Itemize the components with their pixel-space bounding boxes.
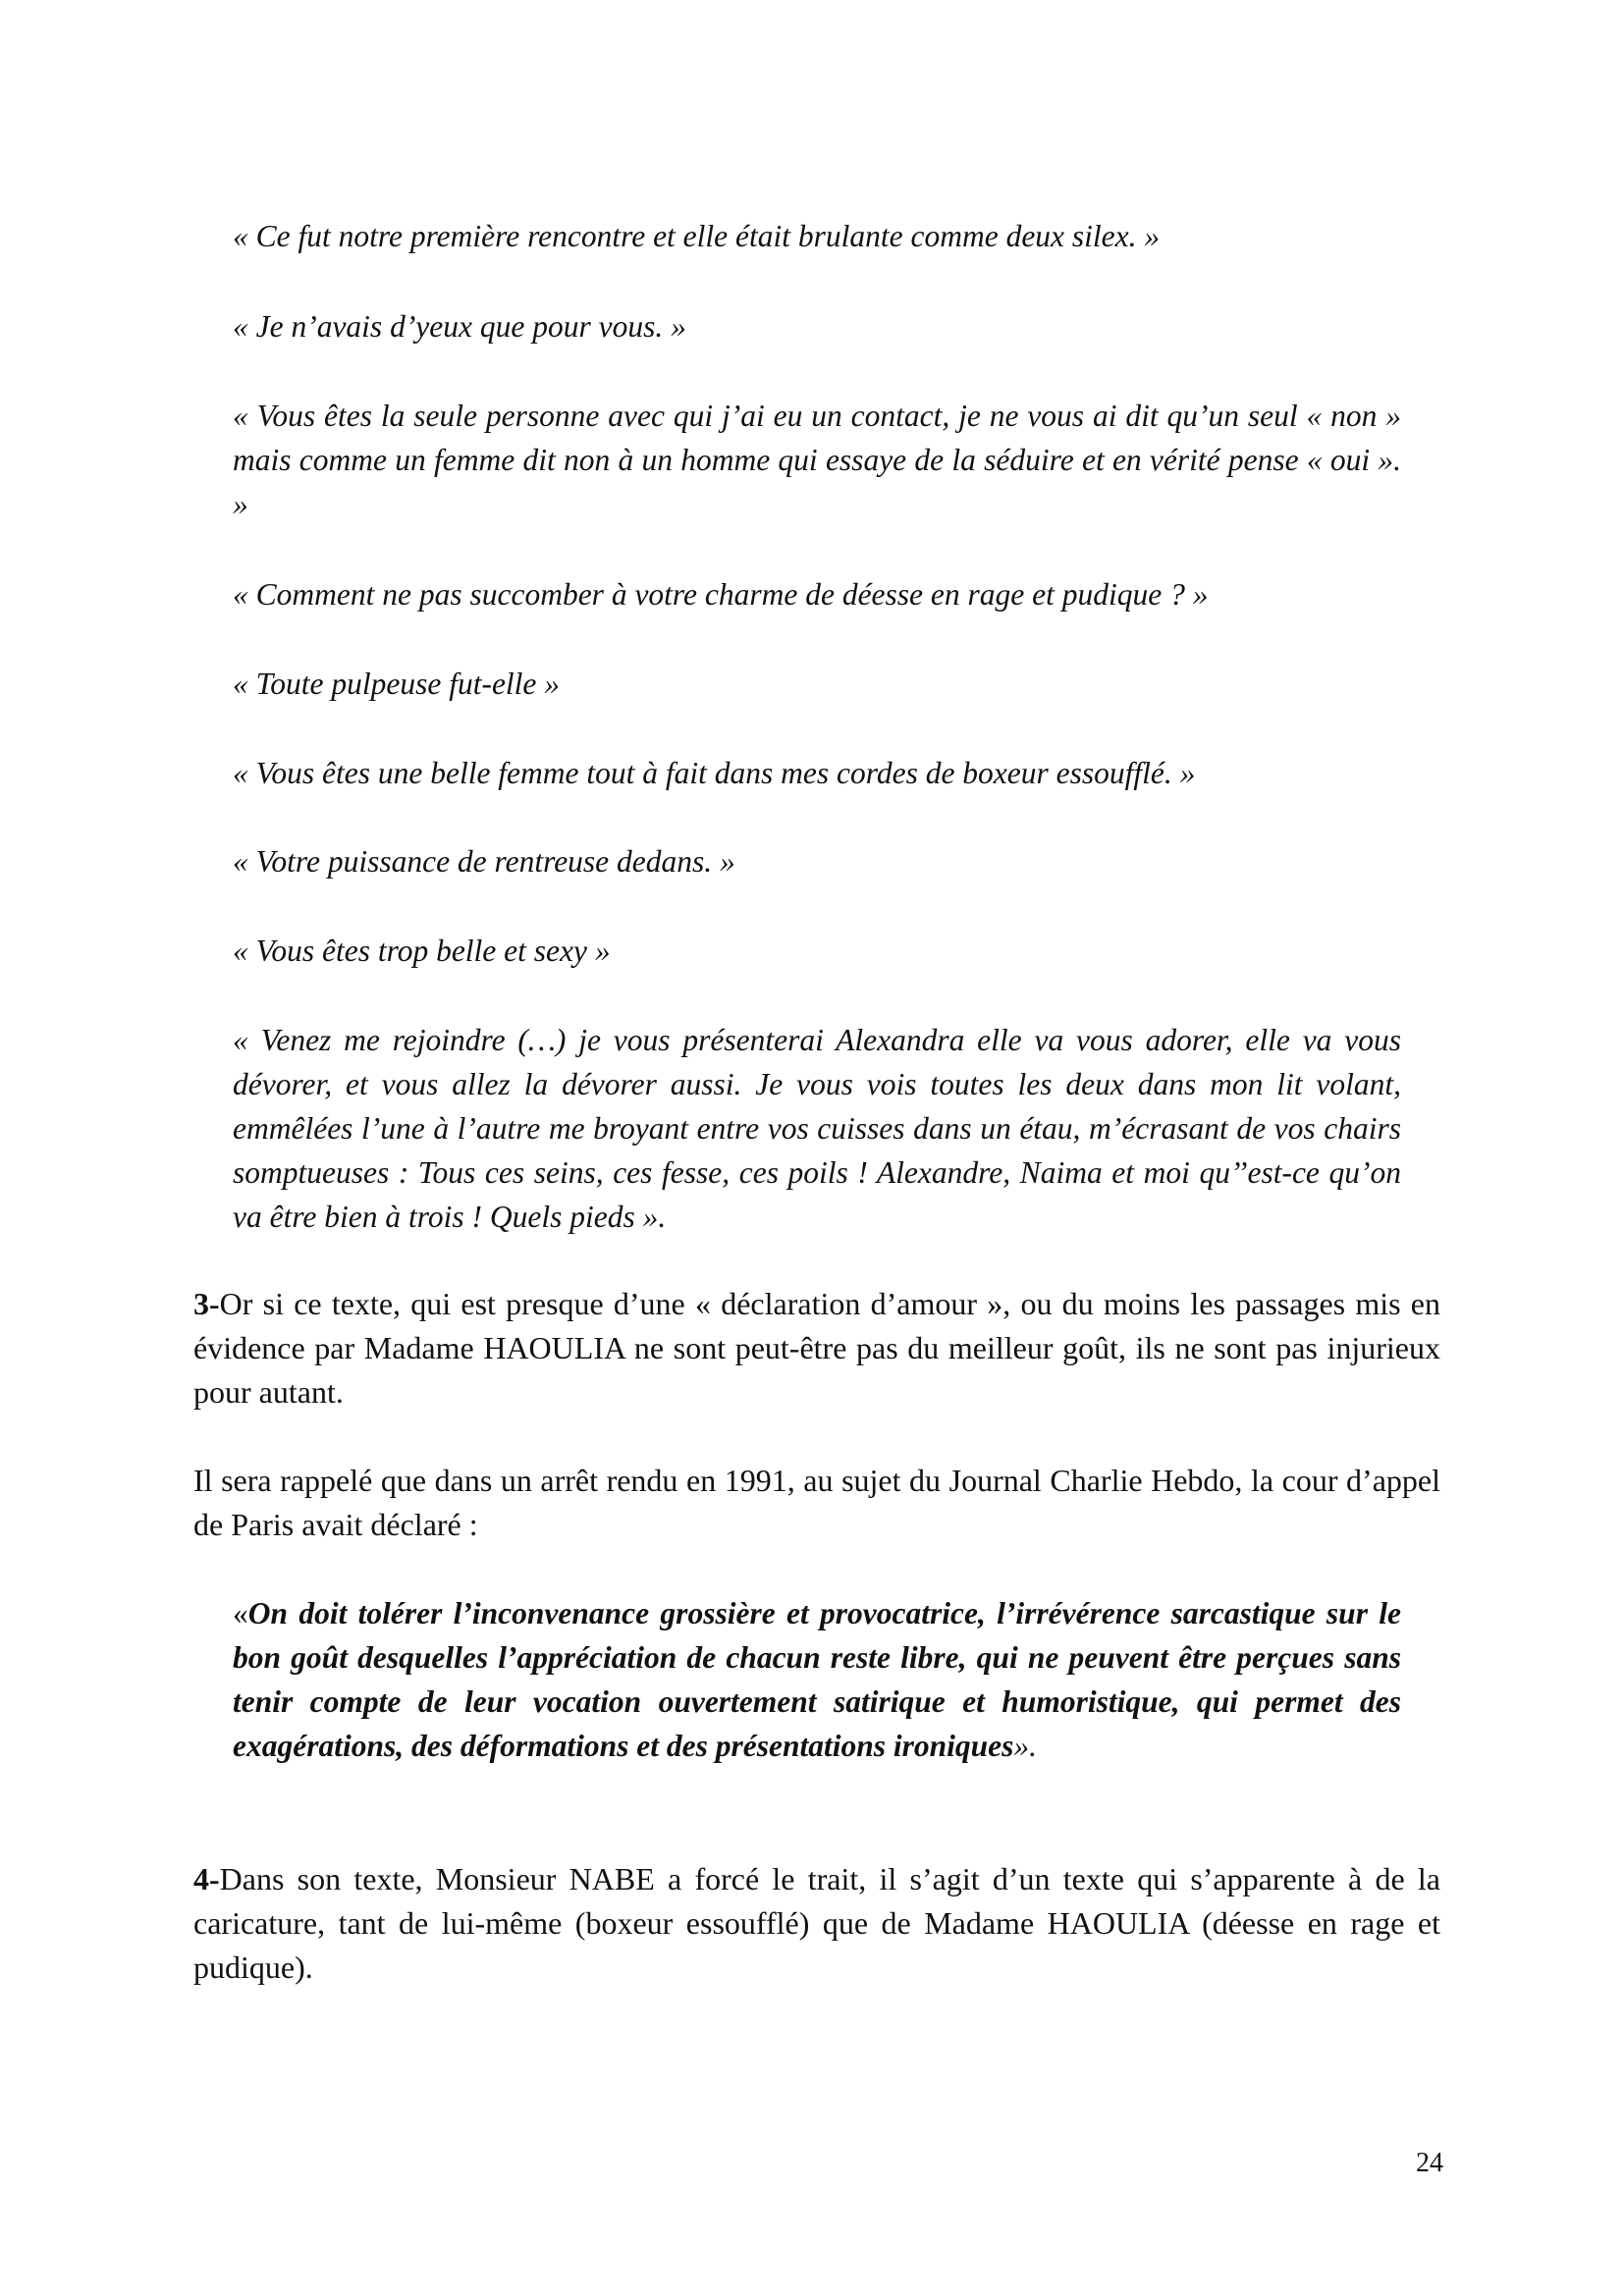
quote-8: « Vous êtes trop belle et sexy »: [233, 934, 611, 968]
page-number: 24: [1416, 2148, 1443, 2178]
quote-1: « Ce fut notre première rencontre et elle était brulante comme deux silex. »: [233, 219, 1161, 253]
court-quote-open: «: [233, 1596, 248, 1630]
court-quote: [233, 1591, 1401, 1768]
paragraph-rappel: Il sera rappelé que dans un arrêt rendu en 1991, au sujet du Journal Charlie Hebdo, la cour d’appel de Paris avait déclaré :: [193, 1463, 1440, 1542]
paragraph-3-text: Or si ce texte, qui est presque d’une « déclaration d’amour », ou du moins les passages mis en évidence par Madame HAOULIA ne sont peut-être pas du meilleur goût, ils ne sont pas injurieux pour autant.: [193, 1286, 1440, 1410]
quote-9: « Venez me rejoindre (…) je vous présenterai Alexandra elle va vous adorer, elle va vous dévorer, et vous allez la dévorer aussi. Je vous vois toutes les deux dans mon lit volant, emmêlées l’une à l’autre me broyant entre vos cuisses dans un étau, m’écrasant de vos chairs somptueuses : Tous ces seins, ces fesse, ces poils ! Alexandre, Naima et moi qu’’est-ce qu’on va être bien à trois ! Quels pieds ».: [233, 1023, 1401, 1234]
quote-4: « Comment ne pas succomber à votre charme de déesse en rage et pudique ? »: [233, 577, 1209, 612]
paragraph-3: [193, 1282, 1440, 1415]
quote-6: « Vous êtes une belle femme tout à fait dans mes cordes de boxeur essoufflé. »: [233, 756, 1196, 790]
quote-7: « Votre puissance de rentreuse dedans. »: [233, 844, 735, 879]
quote-2: « Je n’avais d’yeux que pour vous. »: [233, 309, 686, 344]
court-quote-text: On doit tolérer l’inconvenance grossière et provocatrice, l’irrévérence sarcastique sur le bon goût desquelles l’appréciation de chacun reste libre, qui ne peuvent être perçues sans tenir compte de leur vocation ouvertement satirique et humoristique, qui permet des exagérations, des déformations et des présentations ironiques: [233, 1596, 1401, 1763]
paragraph-4-text: Dans son texte, Monsieur NABE a forcé le trait, il s’agit d’un texte qui s’apparente à de la caricature, tant de lui-même (boxeur essoufflé) que de Madame HAOULIA (déesse en rage et pudique).: [193, 1861, 1440, 1985]
paragraph-3-number: 3-: [193, 1286, 220, 1321]
quote-3: « Vous êtes la seule personne avec qui j’ai eu un contact, je ne vous ai dit qu’un seul « non » mais comme un femme dit non à un homme qui essaye de la séduire et en vérité pense « oui ». »: [233, 399, 1401, 521]
quote-5: « Toute pulpeuse fut-elle »: [233, 667, 561, 701]
paragraph-4: [193, 1857, 1440, 1990]
court-quote-close: ».: [1013, 1729, 1038, 1763]
paragraph-4-number: 4-: [193, 1861, 220, 1896]
